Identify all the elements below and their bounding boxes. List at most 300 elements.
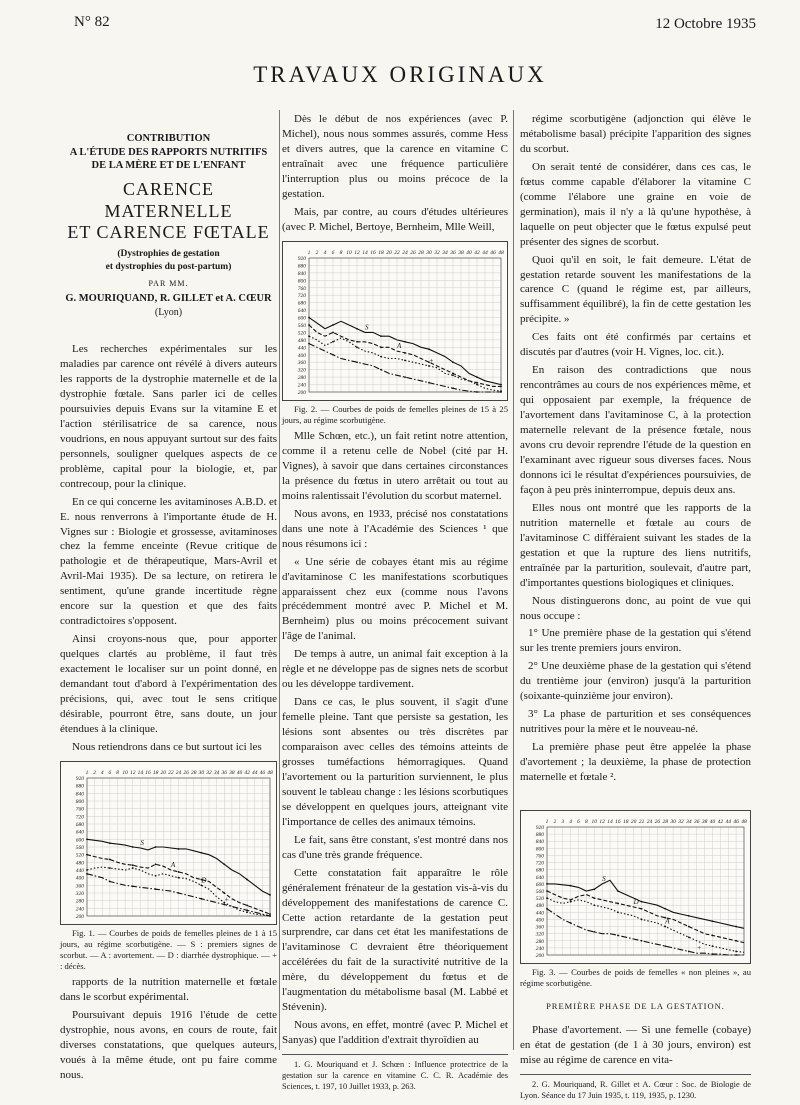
- x-tick-label: 30: [198, 769, 205, 776]
- annotation-label: D: [633, 897, 639, 906]
- data-point: [356, 346, 358, 348]
- data-point: [223, 863, 225, 865]
- y-tick-label: 240: [535, 945, 544, 952]
- paragraph: Mlle Schœn, etc.), un fait retint notre attention, comme il a retenu celle de Nobel (cité par H. Vignes), à savoir que dans certaines circonstances la présence du fœtus in utero arrêtait ou tout au moins ralentissait l'évolution du scorbut maternel.: [282, 429, 508, 502]
- x-tick-label: 42: [474, 249, 480, 256]
- data-point: [570, 899, 572, 901]
- x-tick-label: 18: [152, 769, 159, 776]
- y-tick-label: 920: [297, 255, 306, 262]
- data-point: [380, 355, 382, 357]
- y-tick-label: 360: [297, 359, 306, 366]
- x-tick-label: 22: [168, 769, 174, 776]
- x-tick-label: 18: [378, 249, 384, 256]
- x-tick-label: 2: [553, 818, 557, 825]
- x-tick-label: 2: [315, 249, 319, 256]
- data-point: [332, 354, 334, 356]
- x-tick-label: 16: [370, 249, 376, 256]
- data-point: [500, 391, 502, 393]
- x-tick-label: 46: [259, 769, 266, 776]
- figure-3-chart: [520, 810, 751, 964]
- figure-3-plot: [521, 811, 750, 963]
- list-item: 1° Une première phase de la gestation qui s'étend sur les trente premiers jours environ.: [520, 627, 751, 655]
- x-tick-label: 12: [354, 249, 360, 256]
- annotation-label: S: [140, 838, 144, 847]
- y-tick-label: 280: [297, 374, 306, 381]
- x-tick-label: 16: [145, 769, 151, 776]
- data-point: [641, 940, 643, 942]
- data-point: [269, 913, 271, 915]
- data-point: [332, 340, 334, 342]
- data-point: [712, 945, 714, 947]
- paragraph: Nous avons, en effet, montré (avec P. Michel et Sanyas) que l'addition d'extrait thyroïdien au: [282, 1019, 508, 1047]
- x-tick-label: 10: [591, 818, 598, 825]
- article-subtitle: [60, 248, 277, 274]
- x-tick-label: 6: [577, 818, 580, 825]
- data-point: [178, 877, 180, 879]
- paragraph: De temps à autre, un animal fait exception à la règle et ne développe pas de signes nets de scorbut ou les développe tardivement.: [282, 648, 508, 691]
- column-2: [282, 112, 508, 1096]
- data-point: [641, 908, 643, 910]
- x-tick-label: 8: [585, 818, 588, 825]
- data-point: [641, 919, 643, 921]
- annotation-label: A: [397, 341, 402, 350]
- x-tick-label: 38: [229, 769, 235, 776]
- x-tick-label: 8: [116, 769, 119, 776]
- data-point: [452, 374, 454, 376]
- paragraph: Dans ce cas, le plus souvent, il s'agit d'une femelle pleine. Tant que persiste sa gestation, les lésions sont absentes ou très discrètes par comparaison avec celles des témoins atteints de grosses tuméfactions hémorragiques. Quand l'avortement ou la parturition surviennent, le plus souvent le tableau change : les lésions scorbutiques se développent en quelques jours, atteignant vite l'importance de celles des animaux témoins.: [282, 696, 508, 828]
- x-tick-label: 18: [623, 818, 629, 825]
- y-tick-label: 200: [297, 389, 306, 396]
- data-point: [132, 846, 134, 848]
- data-point: [86, 869, 88, 871]
- x-tick-label: 44: [725, 818, 731, 825]
- figure-1-chart: [60, 761, 277, 925]
- y-tick-label: 360: [535, 924, 544, 931]
- data-point: [308, 342, 310, 344]
- x-tick-label: 36: [450, 249, 456, 256]
- x-tick-label: 48: [498, 249, 504, 256]
- y-tick-label: 520: [297, 330, 306, 337]
- data-point: [356, 361, 358, 363]
- x-tick-label: 32: [206, 769, 212, 776]
- x-tick-label: 48: [267, 769, 273, 776]
- data-point: [546, 908, 548, 910]
- section-title: TRAVAUX ORIGINAUX: [253, 62, 547, 87]
- x-tick-label: 28: [662, 818, 668, 825]
- column-divider: [279, 110, 280, 1050]
- y-tick-label: 720: [75, 814, 84, 821]
- article-title: [60, 179, 277, 244]
- data-point: [428, 348, 430, 350]
- series-line: [547, 880, 744, 928]
- x-tick-label: 46: [490, 249, 496, 256]
- data-point: [356, 340, 358, 342]
- data-point: [546, 890, 548, 892]
- data-point: [86, 873, 88, 875]
- data-point: [570, 901, 572, 903]
- footnote: 2. G. Mouriquand, R. Gillet et A. Cœur : Soc. de Biologie de Lyon. Séance du 17 Juin 1935, t. 119, 1935, p. 1230.: [520, 1079, 751, 1100]
- data-point: [109, 867, 111, 869]
- y-tick-label: 640: [75, 829, 84, 836]
- x-tick-label: 40: [466, 249, 472, 256]
- x-tick-label: 42: [717, 818, 724, 825]
- y-tick-label: 680: [535, 867, 544, 874]
- data-point: [664, 908, 666, 910]
- data-point: [735, 940, 737, 942]
- paragraph: Le fait, sans être constant, s'est montré dans nos cas d'une très grande fréquence.: [282, 833, 508, 861]
- data-point: [476, 383, 478, 385]
- x-tick-label: 14: [607, 818, 613, 825]
- figure-1-caption: Fig. 1. — Courbes de poids de femelles pleines de 1 à 15 jours, au régime scorbutigène. — S : premiers signes de scorbut. — A : avortement. — D : diarrhée dystrophique. — + : décès.: [60, 927, 277, 972]
- x-tick-label: 44: [252, 769, 258, 776]
- annotation-label: S: [602, 874, 606, 883]
- data-point: [617, 911, 619, 913]
- annotation-label: +: [696, 944, 702, 953]
- paragraph: Nous retiendrons dans ce but surtout ici les: [72, 740, 262, 753]
- footnote-rule: [282, 1054, 508, 1055]
- paragraph: Dès le début de nos expériences (avec P. Michel), nous nous sommes assurés, comme Hess et divers autres, que la carence en vitamine C entraînait avec une fréquence particulière l'interruption plus ou moins précoce de la gestation.: [282, 113, 508, 200]
- paragraph: La première phase peut être appelée la phase d'avortement ; la deuxième, la phase de protection maternelle et fœtale ².: [520, 741, 751, 784]
- data-point: [735, 951, 737, 953]
- x-tick-label: 6: [331, 249, 335, 256]
- y-tick-label: 240: [297, 382, 306, 389]
- x-tick-label: 20: [630, 818, 637, 825]
- authors: G. MOURIQUAND, R. GILLET et A. CŒUR: [65, 293, 272, 305]
- data-point: [380, 346, 382, 348]
- x-tick-label: 1: [307, 249, 311, 256]
- y-tick-label: 400: [75, 875, 84, 882]
- y-tick-label: 440: [535, 910, 544, 917]
- x-tick-label: 24: [646, 818, 653, 825]
- paragraph: régime scorbutigène (adjonction qui élève le métabolisme basal) précipite l'apparition des signes du scorbut.: [520, 113, 751, 155]
- y-tick-label: 680: [75, 821, 84, 828]
- y-tick-label: 280: [535, 938, 544, 945]
- x-tick-label: 44: [482, 249, 488, 256]
- data-point: [593, 888, 595, 890]
- data-point: [308, 324, 310, 326]
- y-tick-label: 320: [535, 931, 544, 938]
- x-tick-label: 8: [339, 249, 343, 256]
- data-point: [500, 385, 502, 387]
- contribution-heading: [60, 132, 277, 173]
- data-point: [546, 897, 548, 899]
- paragraph: « Une série de cobayes étant mis au régime d'avitaminose C les manifestations scorbutiques apparaissent chez eux (comme nous l'avons précédemment montré avec P. Michel et M. Bernheim) plus ou moins précocement suivant l'âge de l'animal.: [282, 555, 508, 643]
- data-point: [200, 884, 202, 886]
- data-point: [246, 878, 248, 880]
- data-point: [593, 897, 595, 899]
- data-point: [223, 892, 225, 894]
- column-3: [520, 112, 751, 1105]
- data-point: [735, 954, 737, 956]
- data-point: [404, 376, 406, 378]
- x-tick-label: 28: [418, 249, 424, 256]
- data-point: [404, 340, 406, 342]
- contribution-line: A L'ÉTUDE DES RAPPORTS NUTRITIFS: [69, 146, 268, 158]
- paragraph: Ainsi croyons-nous que, pour apporter quelques clartés au problème, il faut très exactement le localiser sur un point donné, en demandant tout d'abord à l'expérimentation des précisions, qui, avec tout le sens critique désirable, pourront être, sans doute, un jour étendues à la clinique.: [60, 633, 277, 735]
- data-point: [593, 931, 595, 933]
- data-point: [246, 911, 248, 913]
- data-point: [155, 888, 157, 890]
- data-point: [178, 848, 180, 850]
- figure-1-plot: [61, 762, 276, 924]
- x-tick-label: 22: [394, 249, 400, 256]
- data-point: [132, 864, 134, 866]
- x-tick-label: 30: [670, 818, 676, 825]
- affiliation: (Lyon): [154, 307, 183, 319]
- y-tick-label: 280: [75, 898, 84, 905]
- issue-number: N° 82: [74, 14, 110, 30]
- x-tick-label: 1: [85, 769, 89, 776]
- x-tick-label: 4: [100, 769, 104, 776]
- data-point: [308, 335, 310, 337]
- y-tick-label: 200: [75, 913, 84, 920]
- data-point: [617, 903, 619, 905]
- issue-date: 12 Octobre 1935: [655, 16, 756, 32]
- data-point: [570, 922, 572, 924]
- x-tick-label: 26: [410, 249, 416, 256]
- x-tick-label: 20: [160, 769, 166, 776]
- data-point: [200, 898, 202, 900]
- x-tick-label: 32: [678, 818, 684, 825]
- paragraph: Cette constatation fait apparaître le rôle généralement frénateur de la gestation vis-à-vis du développement des manifestations de carence C. Cette action retardante de la gestation peut surprendre, car dans cet état les manifestations de l'avitaminose C devraient être théoriquement accélérées du fait de la suractivité nutritive de la mère, du développement du fœtus et de l'augmentation du métabolisme basal (M. Labbé et Stévenin).: [282, 866, 508, 1014]
- x-tick-label: 42: [244, 769, 250, 776]
- paragraph: Elles nous ont montré que les rapports de la nutrition maternelle et fœtale au cours de l'avitaminose C différaient suivant les stades de la gestation et que la rupture des liens nutritifs, entraînée par la parturition, soulevait, d'autre part, d'importantes questions biologiques et cliniques.: [520, 501, 751, 589]
- series-line: [547, 898, 744, 952]
- annotation-label: A: [665, 917, 670, 926]
- data-point: [593, 904, 595, 906]
- data-point: [617, 935, 619, 937]
- article-title-line: ET CARENCE FŒTALE: [67, 222, 270, 243]
- x-tick-label: 14: [137, 769, 144, 776]
- article-title-line: CARENCE MATERNELLE: [104, 178, 233, 221]
- y-tick-label: 800: [75, 798, 84, 805]
- y-tick-label: 240: [75, 906, 84, 913]
- paragraph: Phase d'avortement. — Si une femelle (cobaye) en état de gestation (de 1 à 30 jours, environ) est mise au régime de carence en vita-: [520, 1023, 751, 1066]
- x-tick-label: 30: [426, 249, 432, 256]
- y-tick-label: 360: [75, 883, 84, 890]
- x-tick-label: 14: [362, 249, 368, 256]
- y-tick-label: 720: [297, 292, 306, 299]
- x-tick-label: 1: [545, 818, 549, 825]
- y-tick-label: 680: [297, 300, 306, 307]
- footnote-rule: [520, 1074, 751, 1075]
- paragraph: Ces faits ont été confirmés par certains et discutés par d'autres (voir H. Vignes, loc. cit.).: [520, 331, 751, 359]
- data-point: [476, 376, 478, 378]
- data-point: [269, 915, 271, 917]
- x-tick-label: 38: [701, 818, 708, 825]
- y-tick-label: 800: [535, 846, 544, 853]
- paragraph: Nous avons, en 1933, précisé nos constatations dans une note à l'Académie des Sciences ¹ que nous résumons ici :: [282, 507, 508, 550]
- y-tick-label: 840: [297, 270, 306, 277]
- contribution-line: DE LA MÈRE ET DE L'ENFANT: [91, 160, 246, 172]
- x-tick-label: 24: [175, 769, 182, 776]
- data-point: [155, 863, 157, 865]
- x-tick-label: 40: [709, 818, 716, 825]
- paragraph: Quoi qu'il en soit, le fait demeure. L'état de gestation retarde souvent les manifestations de la carence C (quand le régime est, par ailleurs, suffisamment équilibré), la fin de cette gestation les précipite. »: [520, 253, 751, 326]
- x-tick-label: 12: [599, 818, 605, 825]
- y-tick-label: 840: [75, 791, 84, 798]
- data-point: [269, 894, 271, 896]
- y-tick-label: 800: [297, 277, 306, 284]
- y-tick-label: 560: [297, 322, 306, 329]
- data-point: [712, 953, 714, 955]
- y-tick-label: 760: [535, 853, 544, 860]
- series-line: [547, 891, 744, 943]
- annotation-label: A: [170, 860, 176, 869]
- y-tick-label: 760: [75, 806, 84, 813]
- data-point: [380, 335, 382, 337]
- x-tick-label: 2: [93, 769, 96, 776]
- x-tick-label: 12: [130, 769, 136, 776]
- figure-2-caption: Fig. 2. — Courbes de poids de femelles pleines de 15 à 25 jours, au régime scorbutigène.: [282, 403, 508, 425]
- y-tick-label: 480: [297, 337, 306, 344]
- paragraph: En raison des contradictions que nous rencontrâmes au cours de nos expériences même, et qui opposaient par exemple, la fréquence de l'avortement dans l'avitaminose C, à la protection maternelle relevant de la présence fœtale, nous avons cru devoir reprendre l'étude de la question en l'examinant avec rigueur sous diverses faces. Nous donnons ici le résultat d'expériences poursuivies, de façon à peu près ininterrompue, depuis deux ans.: [520, 364, 751, 496]
- data-point: [246, 904, 248, 906]
- y-tick-label: 480: [75, 860, 84, 867]
- subtitle-line: et dystrophies du post-partum): [105, 261, 232, 272]
- x-tick-label: 40: [236, 769, 243, 776]
- annotation-label: +: [429, 356, 434, 365]
- data-point: [688, 936, 690, 938]
- x-tick-label: 20: [386, 249, 392, 256]
- data-point: [223, 903, 225, 905]
- data-point: [155, 846, 157, 848]
- x-tick-label: 28: [191, 769, 197, 776]
- data-point: [664, 945, 666, 947]
- y-tick-label: 320: [297, 367, 306, 374]
- annotation-label: D: [201, 876, 207, 885]
- paragraph: On serait tenté de considérer, dans ces cas, le fœtus comme capable d'élaborer la vitamine C (comme l'élabore une graine en voie de germination), mais il n'y a là qu'une hypothèse, à laquelle on peut objecter que le fœtus expulsé peut présenter des signes de scorbut.: [520, 160, 751, 248]
- x-tick-label: 10: [346, 249, 352, 256]
- annotation-label: S: [365, 323, 369, 332]
- data-point: [664, 926, 666, 928]
- paragraph: Nous distinguerons donc, au point de vue qui nous occupe :: [520, 594, 751, 622]
- data-point: [86, 854, 88, 856]
- x-tick-label: 38: [458, 249, 464, 256]
- data-point: [155, 875, 157, 877]
- data-point: [712, 935, 714, 937]
- data-point: [132, 885, 134, 887]
- x-tick-label: 26: [654, 818, 661, 825]
- y-tick-label: 520: [75, 852, 84, 859]
- y-tick-label: 760: [297, 285, 306, 292]
- data-point: [246, 909, 248, 911]
- paragraph: En ce qui concerne les avitaminoses A.B.D. et E. nous renverrons à l'importante étude de H. Vignes sur : Biologie et grossesse, avitaminoses chez la femme enceinte (Revue critique de pathologie et de thérapeutique, Mars-Avril et Avril-Mai 1935). De sa lecture, on retirera le sentiment, qu'une grande incertitude règne encore sur la question et que des faits contradictoires s'opposent.: [60, 495, 277, 628]
- list-item: 2° Une deuxième phase de la gestation qui s'étend du trentième jour (environ) jusqu'à la parturition (soixante-quinzième jour environ).: [520, 660, 751, 703]
- data-point: [356, 327, 358, 329]
- x-tick-label: 22: [638, 818, 645, 825]
- data-point: [570, 885, 572, 887]
- data-point: [404, 359, 406, 361]
- y-tick-label: 920: [75, 775, 84, 782]
- x-tick-label: 16: [615, 818, 621, 825]
- y-tick-label: 880: [535, 832, 544, 839]
- y-tick-label: 200: [535, 952, 544, 959]
- x-tick-label: 6: [108, 769, 112, 776]
- y-tick-label: 880: [75, 783, 84, 790]
- y-tick-label: 560: [75, 844, 84, 851]
- y-tick-label: 440: [75, 867, 84, 874]
- data-point: [452, 387, 454, 389]
- paragraph: Mais, par contre, au cours d'études ultérieures (avec P. Michel, Bertoye, Bernheim, Mlle Weill,: [282, 205, 508, 233]
- paragraph: Poursuivant depuis 1916 l'étude de cette dystrophie, nous avons, en cours de route, fait diverses constatations, que quelques auteurs, voués à la même étude, ont pu faire comme nous.: [60, 1009, 277, 1082]
- y-tick-label: 600: [75, 837, 84, 844]
- y-tick-label: 440: [297, 344, 306, 351]
- data-point: [735, 926, 737, 928]
- y-tick-label: 720: [535, 860, 544, 867]
- y-tick-label: 320: [75, 890, 84, 897]
- y-tick-label: 400: [297, 352, 306, 359]
- column-divider: [513, 110, 514, 1050]
- y-tick-label: 480: [535, 903, 544, 910]
- y-tick-label: 600: [297, 315, 306, 322]
- subtitle-line: (Dystrophies de gestation: [117, 248, 220, 259]
- figure-2-chart: [282, 241, 508, 401]
- data-point: [688, 926, 690, 928]
- x-tick-label: 34: [686, 818, 692, 825]
- data-point: [178, 892, 180, 894]
- data-point: [500, 383, 502, 385]
- x-tick-label: 34: [213, 769, 220, 776]
- data-point: [86, 838, 88, 840]
- x-tick-label: 36: [221, 769, 227, 776]
- x-tick-label: 24: [402, 249, 408, 256]
- paragraph: Les recherches expérimentales sur les maladies par carence ont révélé à divers auteurs les rapports de la dystrophie maternelle et de la dystrophie fœtale. Sans parler ici de celles poursuivies depuis Evans sur la vitamine E et l'action stérilisatrice de sa carence, nous voudrions, en nous appuyant surtout sur des faits personnels, souligner quelques aspects de ce problème, capital pour la biologie, et, par contrecoup, pour la clinique.: [60, 343, 277, 490]
- data-point: [404, 352, 406, 354]
- y-tick-label: 560: [535, 888, 544, 895]
- data-point: [476, 381, 478, 383]
- x-tick-label: 3: [561, 818, 565, 825]
- data-point: [178, 871, 180, 873]
- x-tick-label: 4: [323, 249, 327, 256]
- data-point: [380, 368, 382, 370]
- y-tick-label: 600: [535, 881, 544, 888]
- data-point: [452, 361, 454, 363]
- y-tick-label: 920: [535, 824, 544, 831]
- data-point: [688, 951, 690, 953]
- x-tick-label: 32: [434, 249, 440, 256]
- data-point: [641, 901, 643, 903]
- x-tick-label: 34: [442, 249, 448, 256]
- data-point: [109, 842, 111, 844]
- paragraph: rapports de la nutrition maternelle et fœtale dans le scorbut expérimental.: [60, 976, 277, 1004]
- figure-3-caption: Fig. 3. — Courbes de poids de femelles « non pleines », au régime scorbutigène.: [520, 966, 751, 989]
- data-point: [132, 867, 134, 869]
- data-point: [200, 852, 202, 854]
- annotation-label: +: [224, 895, 229, 904]
- footnote: 1. G. Mouriquand et J. Schœn : Influence protectrice de la gestation sur la carence en vitamine C. C. R. Académie des Sciences, t. 197, 10 Juillet 1933, p. 263.: [282, 1060, 508, 1091]
- data-point: [617, 890, 619, 892]
- x-tick-label: 46: [733, 818, 739, 825]
- x-tick-label: 10: [122, 769, 128, 776]
- data-point: [476, 391, 478, 393]
- data-point: [109, 858, 111, 860]
- data-point: [308, 316, 310, 318]
- data-point: [712, 920, 714, 922]
- data-point: [688, 915, 690, 917]
- data-point: [428, 365, 430, 367]
- y-tick-label: 520: [535, 896, 544, 903]
- data-point: [109, 880, 111, 882]
- x-tick-label: 4: [569, 818, 573, 825]
- contribution-line: CONTRIBUTION: [126, 133, 211, 144]
- list-item: 3° La phase de parturition et ses conséquences nutritives pour la mère et le nouveau-né.: [520, 708, 751, 736]
- data-point: [332, 331, 334, 333]
- section-heading: PREMIÈRE PHASE DE LA GESTATION.: [546, 1001, 725, 1012]
- data-point: [428, 381, 430, 383]
- y-tick-label: 880: [297, 263, 306, 270]
- x-tick-label: 48: [741, 818, 747, 825]
